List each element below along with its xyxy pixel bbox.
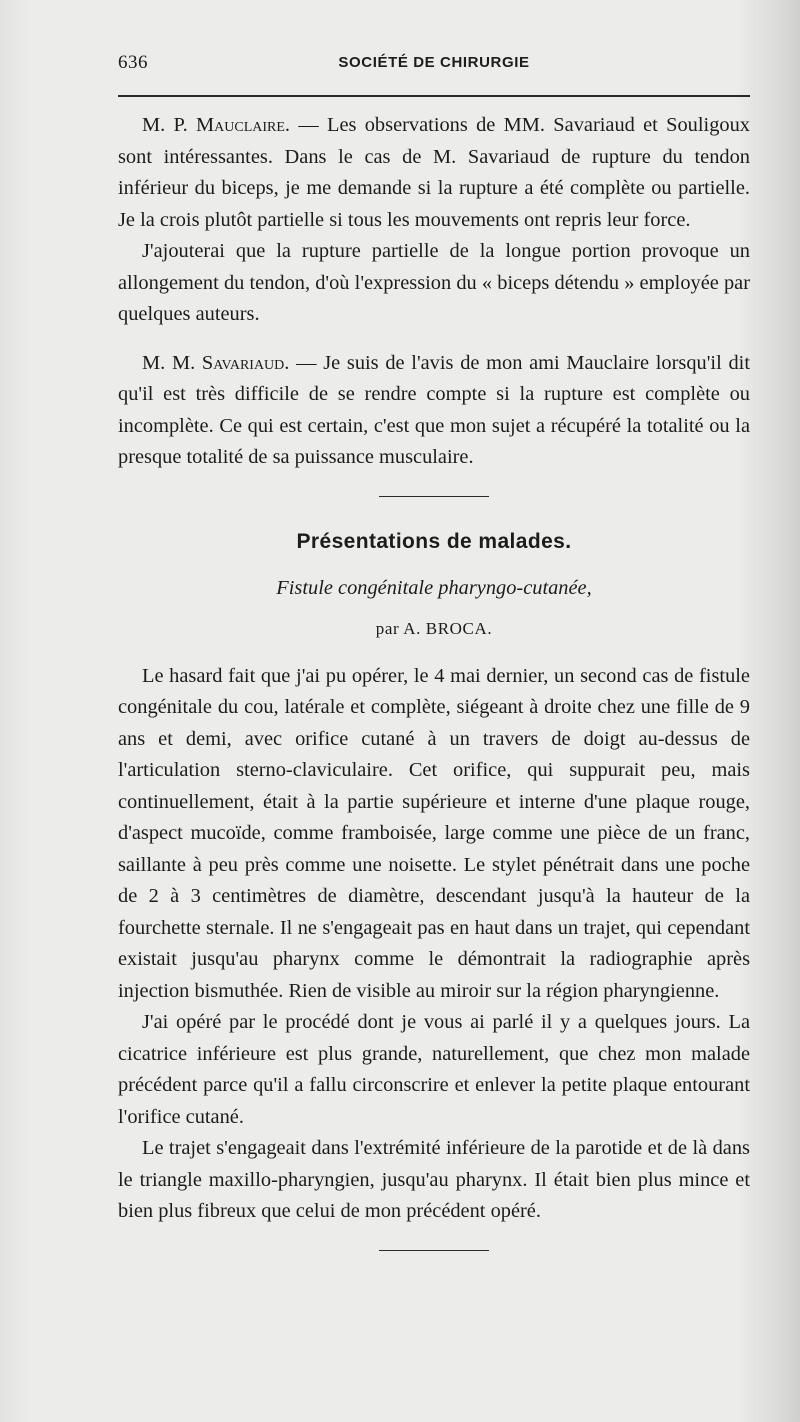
page-header [118, 52, 750, 82]
article-paragraph: Le hasard fait que j'ai pu opérer, le 4 mai dernier, un second cas de fistule congénitale du cou, latérale et complète, siégeant à droite chez une fille de 9 ans et demi, avec orifice cutané à un travers de doigt au-dessus de l'articulation sterno-claviculaire. Cet orifice, qui suppurait peu, mais continuellement, était à la partie supérieure et interne d'une plaque rouge, d'aspect mucoïde, comme framboisée, large comme une pièce de un franc, saillante à peu près comme une noisette. Le stylet pénétrait dans une poche de 2 à 3 centimètres de diamètre, descendant jusqu'à la hauteur de la fourchette sternale. Il ne s'engageait pas en haut dans un trajet, qui cependant existait jusqu'au pharynx comme le démontrait la radiographie après injection bismuthée. Rien de visible au miroir sur la région pharyngienne. [118, 664, 750, 1002]
paragraph-text: — Je suis de l'avis de mon ami Mauclaire lorsqu'il dit qu'il est très difficile de se rendre compte si la rupture est complète ou incomplète. Ce qui est certain, c'est que mon sujet a récupéré la totalité ou la presque totalité de sa puissance musculaire. [118, 351, 750, 468]
article-body [118, 661, 750, 1228]
discussion-paragraph [118, 236, 750, 331]
section-title: Présentations de malades. [296, 529, 572, 553]
section-divider [379, 496, 489, 497]
article-byline: par A. BROCA. [375, 618, 493, 638]
end-divider [379, 1250, 489, 1251]
discussion-paragraph [118, 348, 750, 474]
speaker-name: M. M. Savariaud. [142, 351, 290, 374]
discussion-paragraph [118, 110, 750, 236]
paragraph-text: J'ajouterai que la rupture partielle de la longue portion provoque un allongement du tendon, d'où l'expression du « biceps détendu » employée par quelques auteurs. [118, 240, 750, 325]
article-title: Fistule congénitale pharyngo-cutanée, [276, 576, 592, 599]
running-title: SOCIÉTÉ DE CHIRURGIE [338, 54, 530, 71]
header-rule [118, 95, 750, 97]
page-number: 636 [118, 52, 148, 73]
paragraph-text: — Les observations de MM. Savariaud et Souligoux sont intéressantes. Dans le cas de M. Savariaud de rupture du tendon inférieur du biceps, je me demande si la rupture a été complète ou partielle. Je la crois plutôt partielle si tous les mouvements ont repris leur force. [118, 114, 750, 231]
speaker-name: M. P. Mauclaire. [142, 114, 291, 136]
article-paragraph: Le trajet s'engageait dans l'extrémité inférieure de la parotide et de là dans le triangle maxillo-pharyngien, jusqu'au pharynx. Il était bien plus mince et bien plus fibreux que celui de mon précédent opéré. [118, 1137, 750, 1222]
page-body [118, 110, 750, 1251]
article-paragraph: J'ai opéré par le procédé dont je vous ai parlé il y a quelques jours. La cicatrice inférieure est plus grande, naturellement, que chez mon malade précédent parce qu'il a fallu circonscrire et enlever la petite plaque entourant l'orifice cutané. [118, 1011, 750, 1128]
